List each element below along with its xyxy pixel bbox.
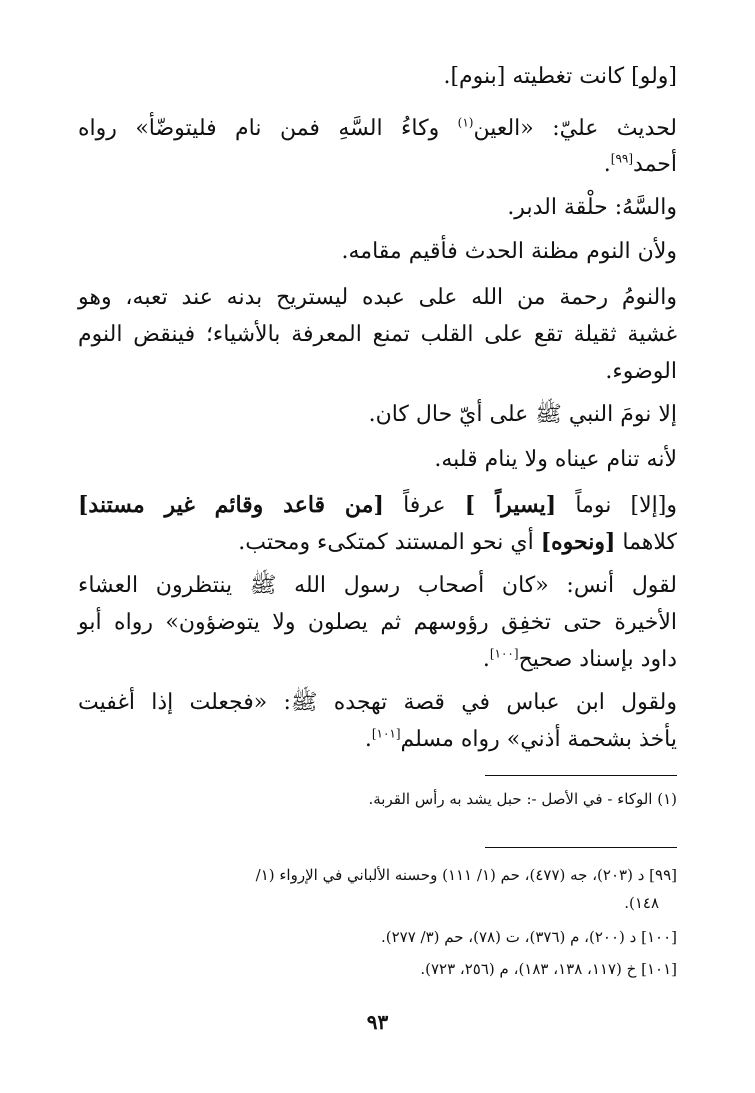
reference-ref-99[interactable]: [٩٩] <box>610 151 634 166</box>
p8-text-b: عرفاً <box>383 493 465 518</box>
reference-ref-100[interactable]: [١٠٠] <box>489 646 519 661</box>
reference-ref-101[interactable]: [١٠١] <box>371 726 401 741</box>
p8-text-c: كلاهما <box>615 530 677 555</box>
footnote-text: (١) الوكاء - في الأصل -: حبل يشد به رأس القربة. <box>368 790 677 808</box>
p9-end: . <box>482 647 490 672</box>
paragraph-9-line-3 <box>78 645 677 675</box>
paragraph-5-line-3 <box>78 357 677 387</box>
footnote-1 <box>78 788 677 810</box>
p3-text: والسَّهُ: حلْقة الدبر. <box>507 195 677 220</box>
reference-99-line-2 <box>78 892 659 914</box>
p10-end: . <box>364 727 372 752</box>
p8-bold-a: [يسيراً ] <box>464 492 557 518</box>
reference-99-text-2: ١٤٨). <box>624 894 659 912</box>
reference-101-text: [١٠١] خ (١١٧، ١٣٨، ١٨٣)، م (٢٥٦، ٧٢٣). <box>420 960 677 978</box>
paragraph-1 <box>78 62 677 92</box>
p9-text-1: لقول أنس: «كان أصحاب رسول الله ﷺ ينتظرون العشاء <box>78 573 677 598</box>
page-number: ٩٣ <box>366 1010 389 1034</box>
p5-text-3: الوضوء. <box>605 359 677 384</box>
p8-text-a: و[إلا] نوماً <box>556 493 677 518</box>
p2-text-a: لحديث عليّ: «العين <box>473 116 677 141</box>
paragraph-3 <box>78 193 677 223</box>
p2-text-c: أحمد <box>633 152 677 177</box>
p2-end: . <box>603 152 611 177</box>
paragraph-7 <box>78 445 677 475</box>
references-divider <box>485 847 677 848</box>
p9-text-3: داود بإسناد صحيح <box>518 647 677 672</box>
paragraph-10-line-1 <box>78 688 677 718</box>
p9-text-2: الأخيرة حتى تخفِق رؤوسهم ثم يصلون ولا يتوضؤون» رواه أبو <box>78 610 677 635</box>
footnote-divider <box>485 775 677 776</box>
p10-text-1: ولقول ابن عباس في قصة تهجده ﷺ: «فجعلت إذا أغفيت <box>78 690 677 715</box>
footnote-ref-1[interactable]: (١) <box>457 115 474 130</box>
paragraph-8-line-1 <box>78 490 677 521</box>
p7-text: لأنه تنام عيناه ولا ينام قلبه. <box>434 447 677 472</box>
reference-99-text-1: [٩٩] د (٢٠٣)، جه (٤٧٧)، حم (١/ ١١١) وحسنه الألباني في الإرواء (١/ <box>255 866 677 884</box>
p6-text: إلا نومَ النبي ﷺ على أيّ حال كان. <box>368 402 677 427</box>
paragraph-9-line-1 <box>78 571 677 601</box>
p10-text-2: يأخذ بشحمة أذني» رواه مسلم <box>400 727 677 752</box>
paragraph-9-line-2 <box>78 608 677 638</box>
p4-text: ولأن النوم مظنة الحدث فأقيم مقامه. <box>341 239 677 264</box>
p8-bold-b: [من قاعد وقائم غير مستند] <box>78 492 384 518</box>
reference-100-text: [١٠٠] د (٢٠٠)، م (٣٧٦)، ت (٧٨)، حم (٣/ ٢٧٧). <box>380 928 677 946</box>
reference-101 <box>78 958 677 980</box>
paragraph-8-line-2 <box>78 527 677 558</box>
paragraph-5-line-2 <box>78 320 677 350</box>
paragraph-6 <box>78 400 677 430</box>
paragraph-4 <box>78 237 677 267</box>
paragraph-2-line-2 <box>78 150 677 180</box>
p5-text-1: والنومُ رحمة من الله على عبده ليستريح بدنه عند تعبه، وهو <box>78 285 677 310</box>
reference-99-line-1 <box>78 864 677 886</box>
p5-text-2: غشية ثقيلة تقع على القلب تمنع المعرفة بالأشياء؛ فينقض النوم <box>78 322 677 347</box>
paragraph-10-line-2 <box>78 725 677 755</box>
p8-text-d: أي نحو المستند كمتكىء ومحتب. <box>238 530 541 555</box>
p2-text-b: وكاءُ السَّهِ فمن نام فليتوضّأ» رواه <box>78 116 458 141</box>
p8-bold-c: [ونحوه] <box>540 529 616 555</box>
p1-text: [ولو] كانت تغطيته [بنوم]. <box>443 64 677 89</box>
paragraph-5-line-1 <box>78 283 677 313</box>
paragraph-2-line-1 <box>78 114 677 144</box>
reference-100 <box>78 926 677 948</box>
